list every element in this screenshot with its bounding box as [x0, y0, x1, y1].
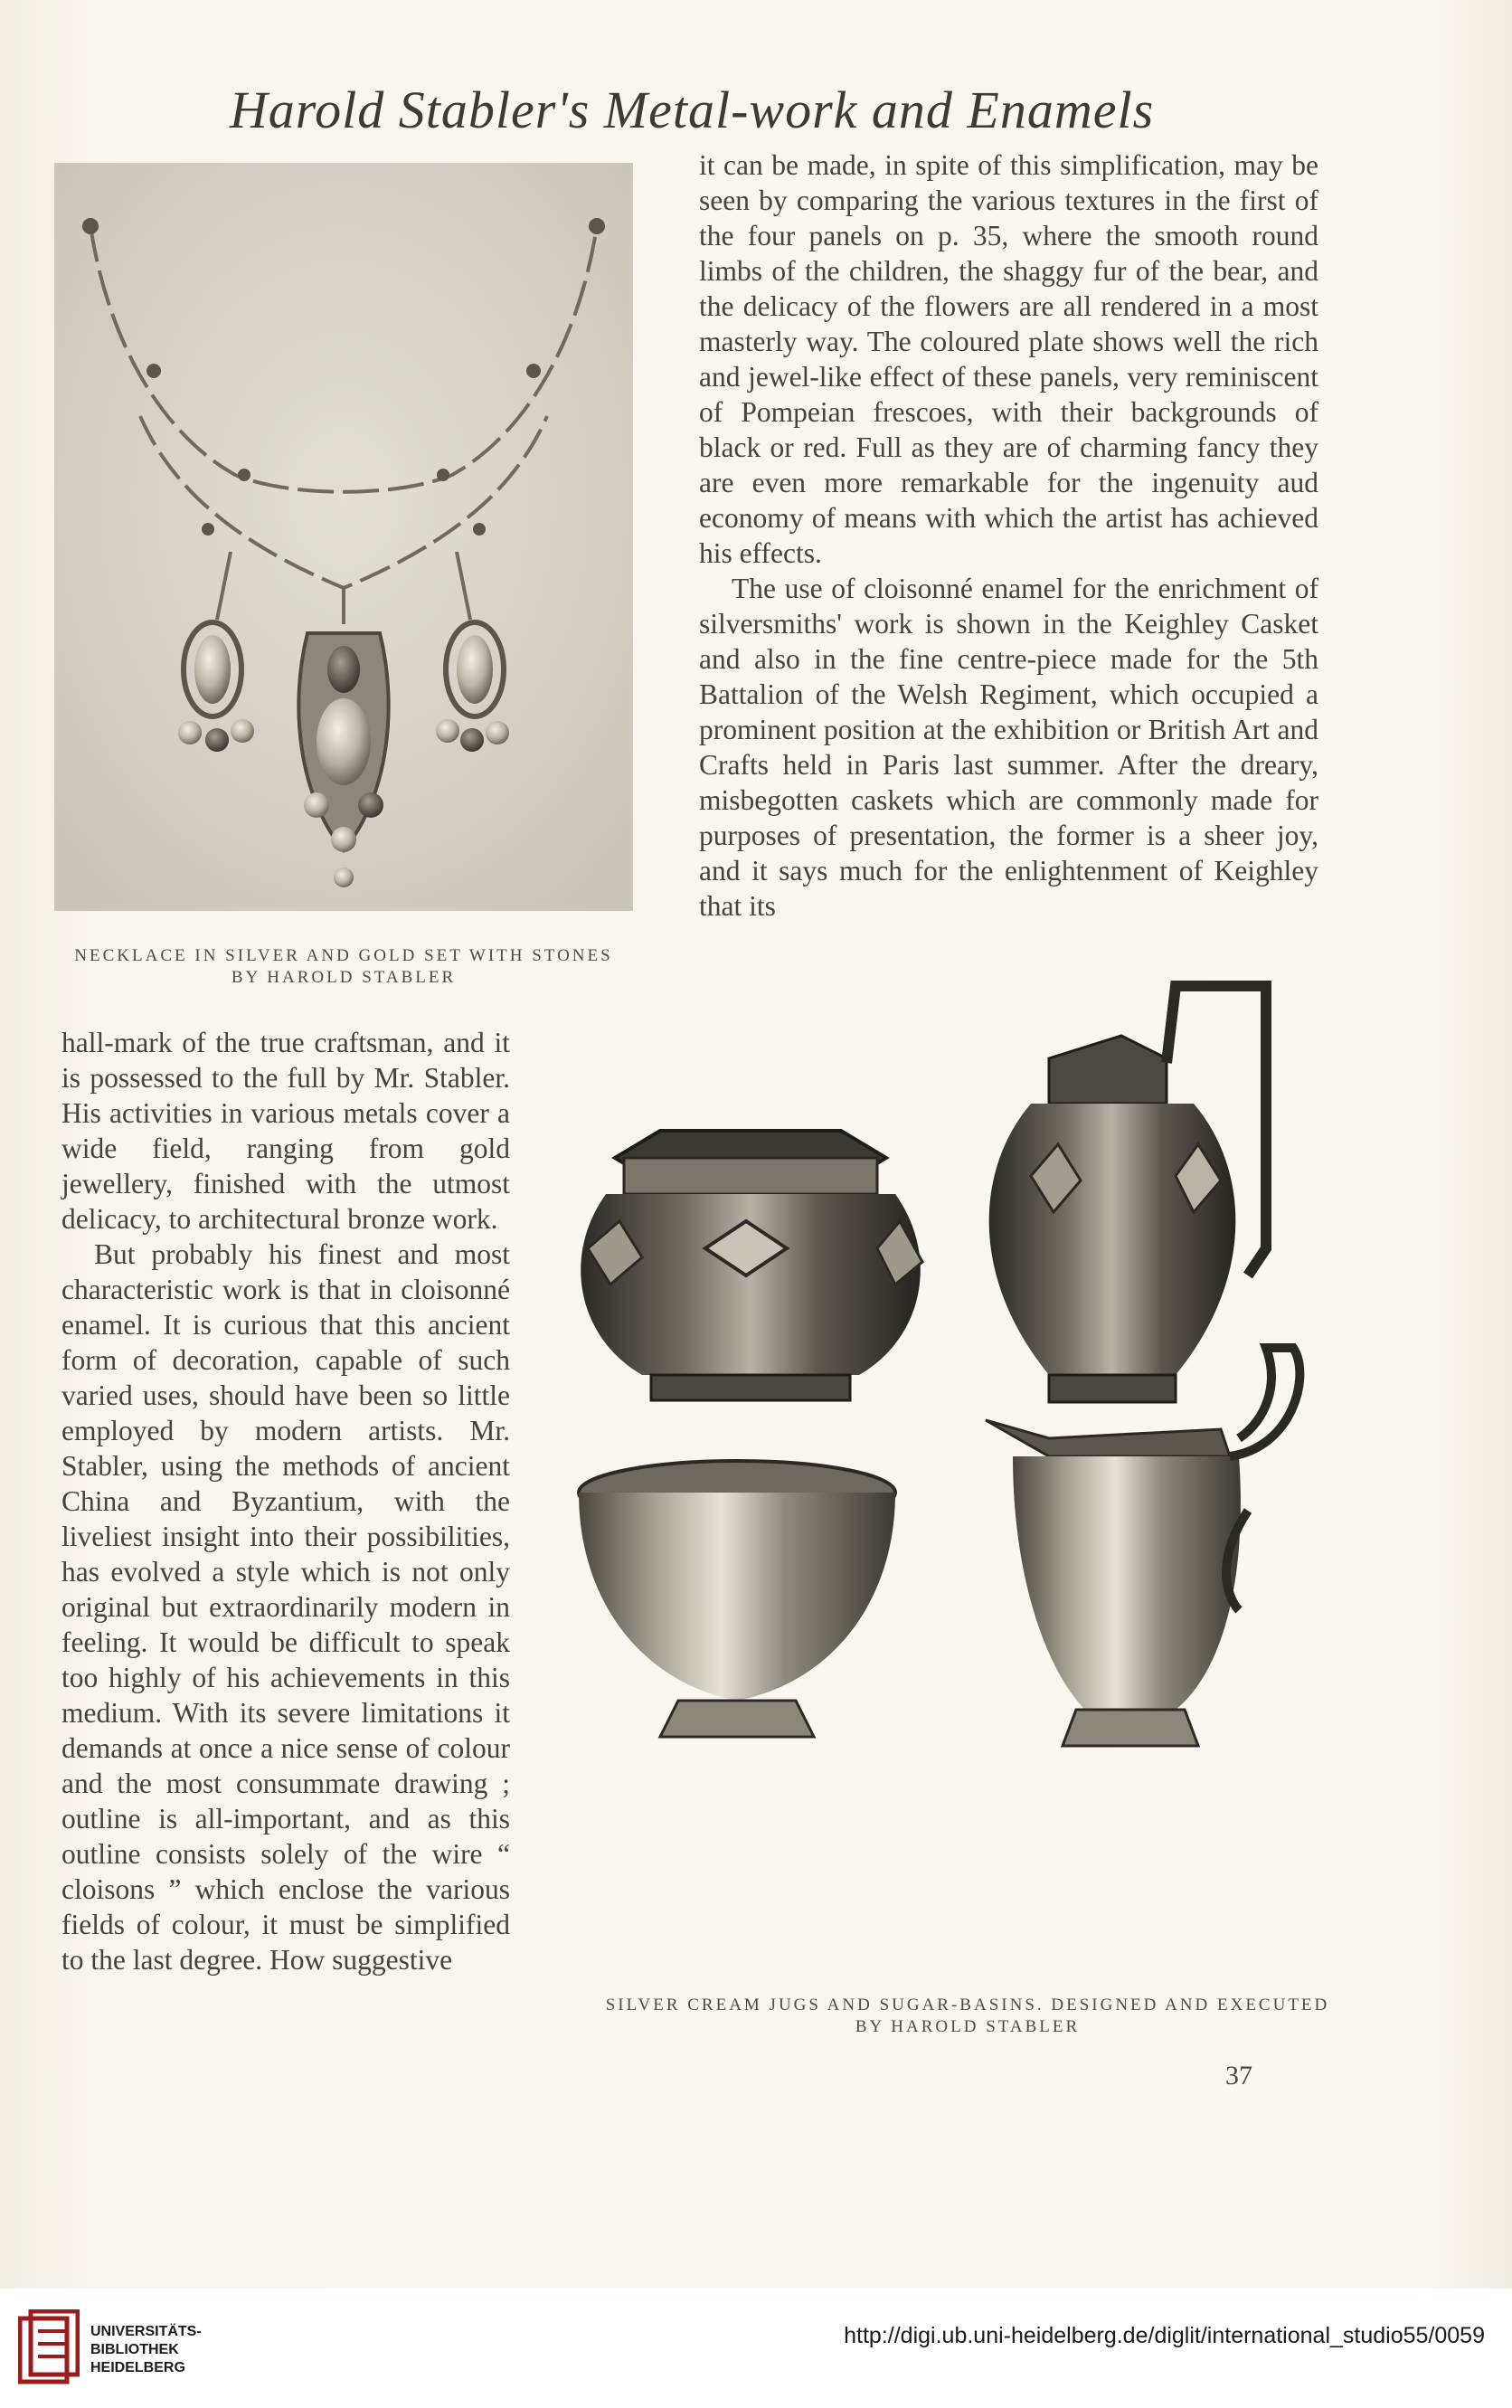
left-column-text	[61, 1025, 510, 1977]
right-column-text	[699, 147, 1318, 924]
library-name-line: HEIDELBERG	[90, 2360, 185, 2375]
paragraph: hall-mark of the true craftsman, and it is possessed to the full by Mr. Stabler. His activities in various metals cover a wide field, ranging from gold jewellery, finished with the utmost delicacy, to architectural bronze work.	[61, 1027, 510, 1235]
plain-cream-jug	[986, 1348, 1299, 1746]
source-url-link[interactable]: http://digi.ub.uni-heidelberg.de/diglit/international_studio55/0059	[844, 2323, 1485, 2348]
running-head: Harold Stabler's Metal-work and Enamels	[229, 81, 1155, 139]
necklace-photograph	[54, 163, 633, 911]
paragraph: it can be made, in spite of this simplification, may be seen by comparing the various textures in the first of the four panels on p. 35, where the smooth round limbs of the children, the shaggy fur of the bear, and the delicacy of the flowers are all rendered in a most masterly way. The coloured plate shows well the rich and jewel-like effect of these panels, very reminiscent of Pompeian frescoes, with their backgrounds of black or red. Full as they are of charming fancy they are even more remarkable for the ingenuity aud economy of means with which the artist has achieved his effects.	[699, 149, 1318, 569]
enamelled-sugar-basin	[581, 1131, 922, 1400]
silverware-illustration	[543, 950, 1338, 1981]
footer-bar	[0, 2289, 1512, 2408]
library-name	[90, 2323, 202, 2377]
paragraph: But probably his finest and most characteristic work is that in cloisonné enamel. It is curious that this ancient form of decoration, capable of such varied uses, should have been so little employed by modern artists. Mr. Stabler, using the methods of ancient China and Byzantium, with the liveliest insight into their possibilities, has evolved a style which is not only original but extraordinarily modern in feeling. It would be difficult to speak too highly of his achievements in this medium. With its severe limitations it demands at once a nice sense of colour and the most consummate drawing ; outline is all-important, and as this outline consists solely of the wire “ cloisons ” which enclose the various fields of colour, it must be simplified to the last degree. How suggestive	[61, 1238, 510, 1976]
necklace-caption-line2: BY HAROLD STABLER	[231, 968, 457, 987]
library-name-line: BIBLIOTHEK	[90, 2342, 179, 2357]
silverware-photographs	[543, 950, 1338, 1981]
plain-sugar-basin	[579, 1461, 895, 1737]
silverware-caption	[579, 1995, 1356, 2038]
necklace-caption-line1: NECKLACE IN SILVER AND GOLD SET WITH STONES	[74, 946, 613, 965]
library-logo-icon	[18, 2309, 80, 2391]
page-number: 37	[1225, 2061, 1252, 2090]
necklace-illustration	[54, 163, 633, 911]
silverware-caption-line1: SILVER CREAM JUGS AND SUGAR-BASINS. DESIGNED AND EXECUTED	[605, 1996, 1330, 2015]
paragraph: The use of cloisonné enamel for the enrichment of silversmiths' work is shown in the Keighley Casket and also in the fine centre-piece made for the 5th Battalion of the Welsh Regiment, which occupied a prominent position at the exhibition or British Art and Crafts held in Paris last summer. After the dreary, misbegotten caskets which are commonly made for purposes of presentation, the former is a sheer joy, and it says much for the enlightenment of Keighley that its	[699, 573, 1318, 922]
enamelled-cream-jug	[989, 986, 1266, 1402]
library-name-line: UNIVERSITÄTS-	[90, 2324, 202, 2339]
silverware-caption-line2: BY HAROLD STABLER	[855, 2017, 1081, 2036]
